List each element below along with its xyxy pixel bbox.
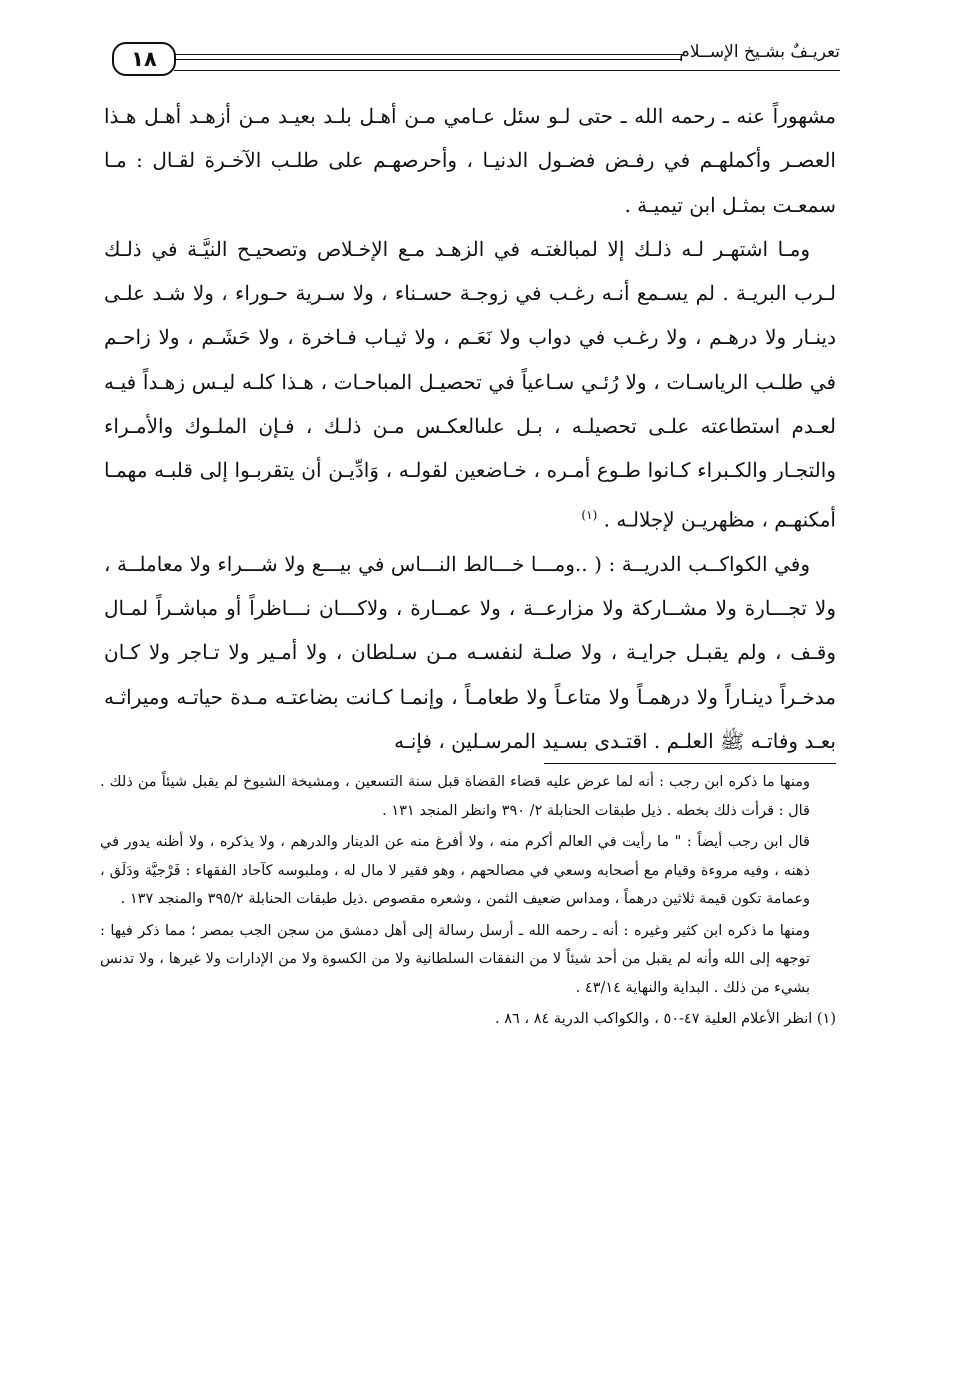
footnote-1: ومنها ما ذكره ابن رجب : أنه لما عرض عليه قضاء القضاة قبل سنة التسعين ، ومشيخة الشيوخ لم يقبل شيئاً من ذلك . قال : قرأت ذلك بخطه . ذيل طبقات الحنابلة ٢/ ٣٩٠ وانظر المنجد ١٣١ . [100, 774, 810, 819]
paragraph-2 [104, 227, 836, 542]
footnote-4: (١) انظر الأعلام العلية ٤٧-٥٠ ، والكواكب الدرية ٨٤ ، ٨٦ . [495, 1011, 836, 1027]
page-header [104, 38, 840, 82]
header-rule-underline [174, 70, 840, 71]
footnote-3: ومنها ما ذكره ابن كثير وغيره : أنه ـ رحمه الله ـ أرسل رسالة إلى أهل دمشق من سجن الجب بمصر ؛ مما ذكر فيها : توجهه إلى الله وأنه لم يقبل من أحد شيئاً لا من النفقات السلطانية ولا من الكسوة ولا من الإدارات ولا غيرها ، ولا تدنس بشيء من ذلك . البداية والنهاية ٤٣/١٤ . [100, 922, 810, 996]
paragraph-2-text: ومـا اشتهـر لـه ذلـك إلا لمبالغتـه في الزهـد مـع الإخـلاص وتصحيـح النيَّـة في ذلـك لـرب البريـة . لم يسـمع أنـه رغـب في زوجـة حسـناء ، ولا سـرية حـوراء ، ولا شـد علـى دينـار ولا درهـم ، ولا رغـب في دواب ولا نَعَـم ، ولا ثيـاب فـاخرة ، ولا حَشَـم ، ولا زاحـم في طلـب الرياسـات ، ولا رُئـي سـاعياً في تحصيـل المباحـات ، هـذا كلـه ليـس زهـداً فيـه لعـدم استطاعته علـى تحصيلـه ، بـل علىالعكـس مـن ذلـك ، فـإن الملـوك والأمـراء والتجـار والكـبراء كـانوا طـوع أمـره ، خـاضعين لقولـه ، وَادِّيـن أن يتقربـوا إلى قلبـه مهمـا أمكنهـم ، مظهريـن لإجلالـه . [104, 236, 836, 532]
header-rule-double [174, 54, 682, 60]
main-text [104, 94, 836, 763]
running-head: تعريـفٌ بشـيخ الإســلام [679, 42, 840, 62]
footnote-separator [544, 763, 836, 764]
paragraph-3: وفي الكواكــب الدريــة : ( ..ومـــا خـــالط النـــاس في بيـــع ولا شـــراء ولا معاملــة ، ولا تجـــارة ولا مشــاركة ولا مزارعــة ، ولا عمــارة ، ولاكـــان نـــاظراً أو مباشـراً لمـال وقـف ، ولم يقبـل جرايـة ، ولا صلـة لنفسـه مـن سـلطان ، ولا أمـير ولا تـاجر ولا كـان مدخـراً دينـاراً ولا درهمـاً ولا متاعـاً ولا طعامـاً ، وإنمـا كـانت بضاعتـه مـدة حياتـه وميراثـه بعـد وفاتـه ﷺ العلـم . اقتـدى بسـيد المرسـلين ، فإنـه [104, 551, 836, 753]
page-number: ١٨ [112, 42, 176, 76]
footnote-2: قال ابن رجب أيضاً : " ما رأيت في العالم أكرم منه ، ولا أفرغ منه عن الدينار والدرهم ، ولا يذكره ، ولا أظنه يدور في ذهنه ، وفيه مروءة وقيام مع أصحابه وسعي في مصالحهم ، وهو فقير لا مال له ، وملبوسه كآحاد الفقهاء : فَرْجيَّة ودَلَق ، وعمامة تكون قيمة ثلاثين درهماً ، ومداس ضعيف الثمن ، وشعره مقصوص .ذيل طبقات الحنابلة ٣٩٥/٢ والمنجد ١٣٧ . [100, 834, 810, 907]
paragraph-1: مشهوراً عنه ـ رحمه الله ـ حتى لـو سئل عـامي مـن أهـل بلـد بعيـد مـن أزهـد أهـل هـذا العصـر وأكملهـم في رفـض فضـول الدنيـا ، وأحرصهـم على طلـب الآخـرة لقـال : مـا سمعـت بمثـل ابن تيميـة . [104, 104, 836, 217]
footnotes [100, 768, 836, 1037]
footnote-marker: (١) [581, 507, 598, 522]
